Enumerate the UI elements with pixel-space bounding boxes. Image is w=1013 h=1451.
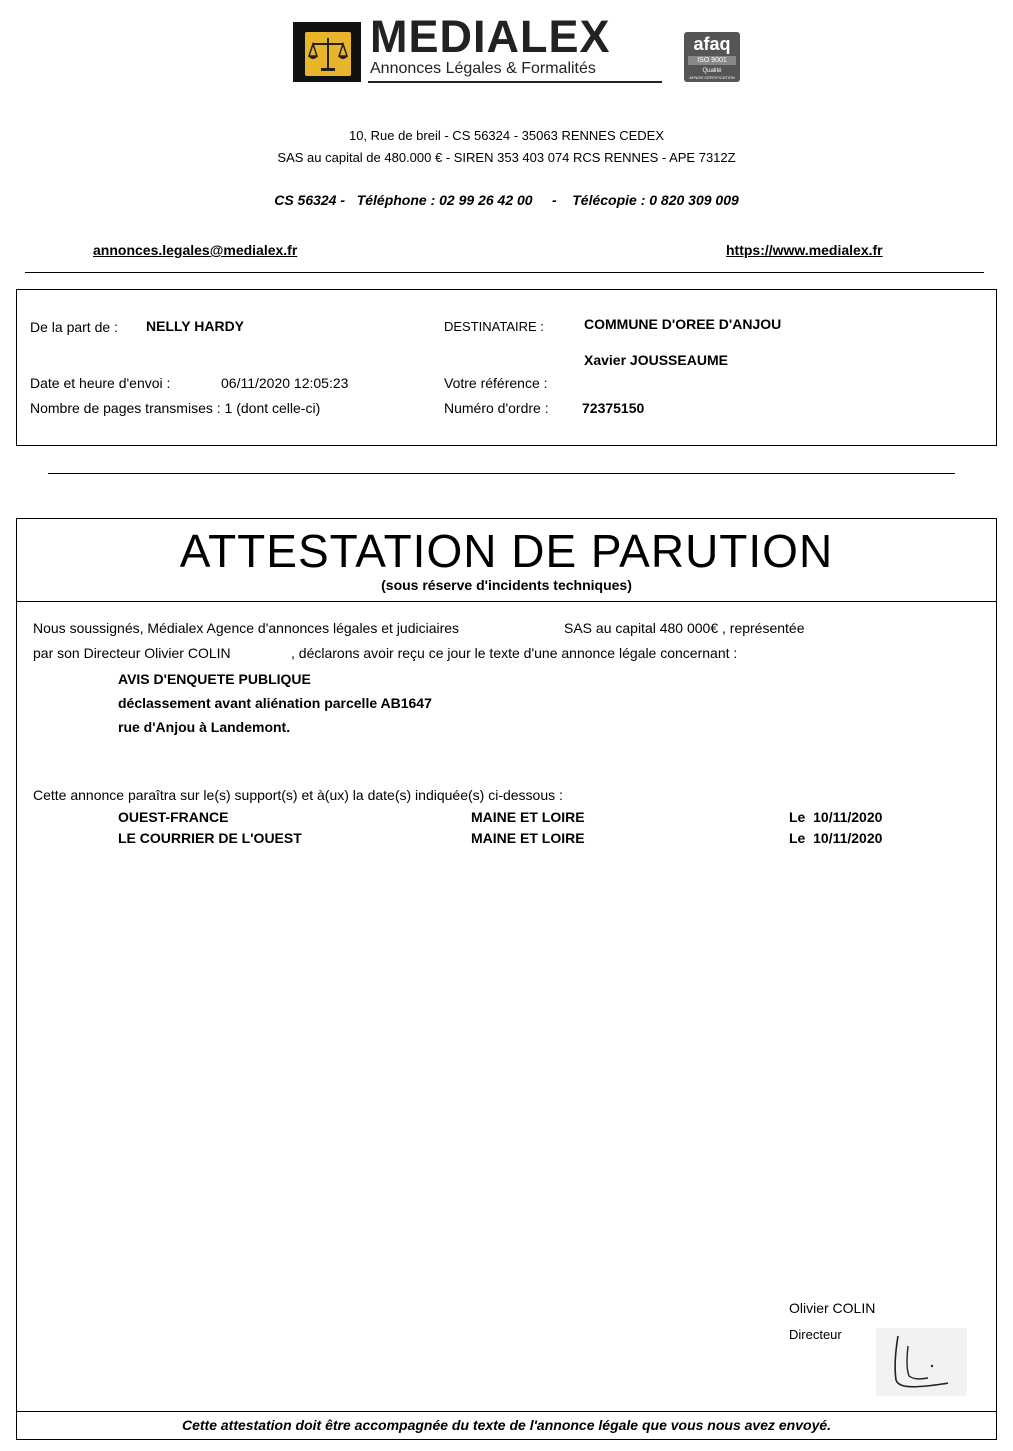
publication-region: MAINE ET LOIRE bbox=[471, 830, 585, 846]
publication-date: Le 10/11/2020 bbox=[789, 830, 883, 846]
page-subtitle: (sous réserve d'incidents techniques) bbox=[381, 577, 632, 593]
notice-line-3: rue d'Anjou à Landemont. bbox=[118, 719, 291, 735]
signatory-name: Olivier COLIN bbox=[789, 1300, 876, 1316]
publication-region: MAINE ET LOIRE bbox=[471, 809, 585, 825]
recipient-contact: Xavier JOUSSEAUME bbox=[584, 352, 728, 368]
cert-org: AFNOR CERTIFICATION bbox=[689, 75, 735, 80]
logo-underline bbox=[368, 81, 662, 83]
from-label: De la part de : bbox=[30, 319, 118, 335]
brand-tagline: Annonces Légales & Formalités bbox=[370, 60, 596, 77]
notice-line-1: AVIS D'ENQUETE PUBLIQUE bbox=[118, 671, 311, 687]
certification-badge bbox=[684, 32, 740, 82]
address-line-1: 10, Rue de breil - CS 56324 - 35063 RENNES CEDEX bbox=[348, 128, 665, 143]
signatory-title: Directeur bbox=[789, 1327, 842, 1342]
contact-line: CS 56324 - Téléphone : 02 99 26 42 00 - Télécopie : 0 820 309 009 bbox=[274, 192, 739, 208]
section-divider bbox=[48, 473, 955, 474]
transmission-info-box bbox=[16, 289, 997, 446]
publication-paper: LE COURRIER DE L'OUEST bbox=[118, 830, 302, 846]
intro-line2-b: , déclarons avoir reçu ce jour le texte d'une annonce légale concernant : bbox=[291, 645, 738, 661]
recipient-value: COMMUNE D'OREE D'ANJOU bbox=[584, 316, 782, 332]
intro-line1-b: SAS au capital 480 000€ , représentée bbox=[564, 620, 805, 636]
website-link[interactable]: https://www.medialex.fr bbox=[726, 242, 883, 258]
publication-date: Le 10/11/2020 bbox=[789, 809, 883, 825]
signature-image bbox=[876, 1328, 967, 1396]
order-value: 72375150 bbox=[582, 400, 645, 416]
publication-intro: Cette annonce paraîtra sur le(s) support(s) et à(ux) la date(s) indiquée(s) ci-dessous : bbox=[33, 787, 563, 803]
footer-note: Cette attestation doit être accompagnée du texte de l'annonce légale que vous nous avez envoyé. bbox=[181, 1417, 832, 1433]
cert-brand: afaq bbox=[693, 34, 731, 54]
page-title: ATTESTATION DE PARUTION bbox=[179, 525, 834, 577]
sent-label: Date et heure d'envoi : bbox=[30, 375, 171, 391]
reference-label: Votre référence : bbox=[444, 375, 548, 391]
company-logo bbox=[293, 22, 361, 82]
address-line-2: SAS au capital de 480.000 € - SIREN 353 403 074 RCS RENNES - APE 7312Z bbox=[277, 150, 736, 165]
cert-level: Qualité bbox=[702, 68, 722, 74]
sent-value: 06/11/2020 12:05:23 bbox=[221, 375, 349, 391]
email-link[interactable]: annonces.legales@medialex.fr bbox=[93, 242, 298, 258]
publication-paper: OUEST-FRANCE bbox=[118, 809, 229, 825]
recipient-label: DESTINATAIRE : bbox=[444, 319, 544, 334]
brand-name: MEDIALEX bbox=[370, 11, 611, 62]
notice-line-2: déclassement avant aliénation parcelle AB1647 bbox=[118, 695, 432, 711]
scales-of-justice-icon bbox=[305, 32, 351, 76]
intro-line2-a: par son Directeur Olivier COLIN bbox=[33, 645, 231, 661]
pages-label: Nombre de pages transmises : 1 (dont celle-ci) bbox=[30, 400, 321, 416]
title-divider bbox=[16, 601, 997, 602]
order-label: Numéro d'ordre : bbox=[444, 400, 549, 416]
from-value: NELLY HARDY bbox=[146, 318, 245, 334]
cert-standard: ISO 9001 bbox=[688, 56, 736, 65]
header-divider bbox=[25, 272, 984, 273]
footer-divider bbox=[16, 1411, 997, 1412]
intro-line1-a: Nous soussignés, Médialex Agence d'annonces légales et judiciaires bbox=[33, 620, 460, 636]
